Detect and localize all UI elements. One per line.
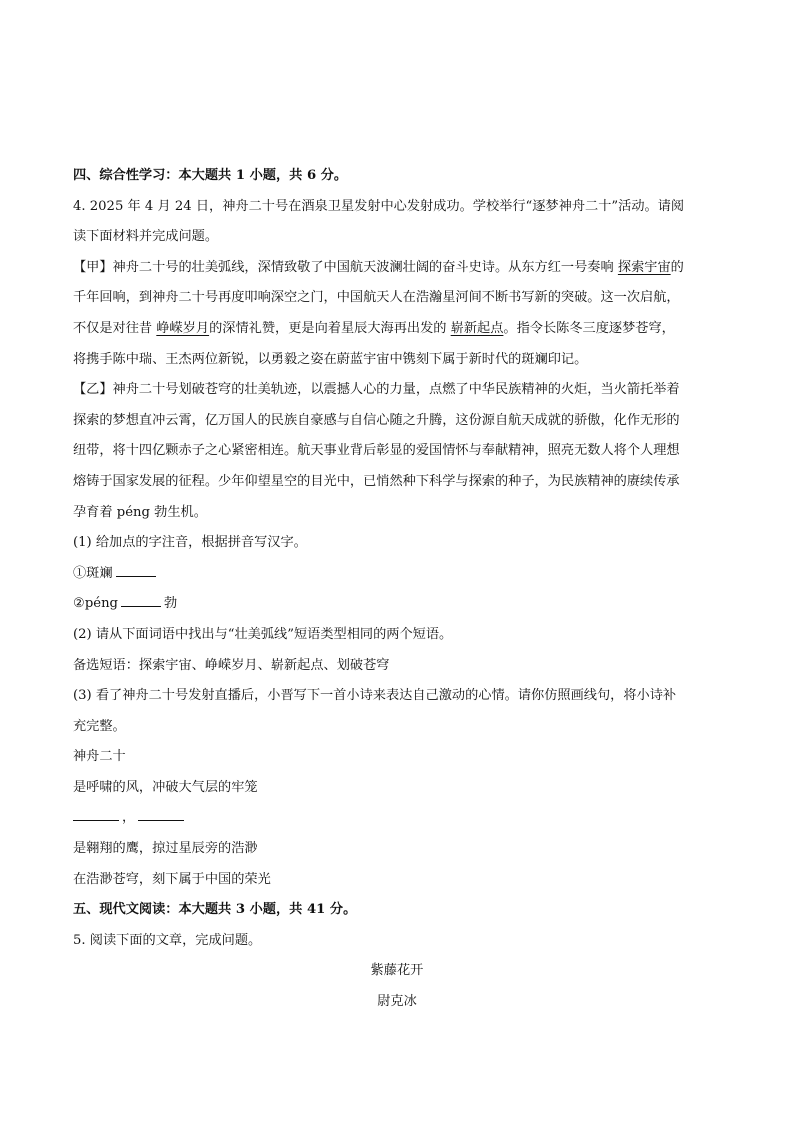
poem-line3: 是翱翔的鹰，掠过星辰旁的浩渺 — [73, 841, 258, 857]
poem-blank-2[interactable] — [138, 806, 184, 821]
section4-heading — [73, 161, 721, 192]
jia-line1-text-a: 【甲】神舟二十号的壮美弧线，深情致敬了中国航天波澜壮阔的奋斗史诗。从东方红一号奏响 — [73, 259, 618, 275]
q4-intro-line2: 读下面材料并完成问题。 — [73, 229, 219, 245]
jia-line1 — [73, 253, 721, 284]
yi-line3: 纽带，将十四亿颗赤子之心紧密相连。航天事业背后彰显的爱国情怀与奉献精神，照亮无数人将个人理想 — [73, 443, 680, 459]
section5-heading-detail: 本大题共 3 小题，共 41 分。 — [178, 902, 357, 918]
poem-line1: 是呼啸的风，冲破大气层的牢笼 — [73, 779, 258, 795]
sub1-item1-blank[interactable] — [116, 562, 156, 577]
poem-title: 神舟二十 — [73, 749, 126, 765]
poem-comma: ， — [122, 810, 136, 826]
sub1-item2 — [73, 589, 721, 620]
yi-line2: 探索的梦想直冲云霄，亿万国人的民族自豪感与自信心随之升腾，这份源自航天成就的骄傲，化作无形的 — [73, 412, 680, 428]
sub1-prompt: (1) 给加点的字注音，根据拼音写汉字。 — [73, 535, 307, 551]
section4-heading-prefix: 四、综合性学习： — [73, 168, 179, 183]
yi-line1: 【乙】神舟二十号划破苍穹的壮美轨迹，以震撼人心的力量，点燃了中华民族精神的火炬，当火箭托举着 — [73, 382, 680, 398]
jia-line2: 千年回响，到神舟二十号再度叩响深空之门，中国航天人在浩瀚星河间不断书写新的突破。这一次启航， — [73, 290, 680, 306]
sub2-options: 备选短语：探索宇宙、峥嵘岁月、崭新起点、划破苍穹 — [73, 657, 390, 673]
sub1-item1-label: ①斑斓 — [73, 565, 113, 581]
section4-heading-detail: 本大题共 1 小题，共 6 分。 — [178, 168, 348, 183]
yi-line5: 孕育着 péng 勃生机。 — [73, 504, 207, 520]
sub1-item1 — [73, 559, 721, 590]
jia-line3-text-b: 的深情礼赞，更是向着星辰大海再出发的 — [209, 320, 451, 336]
jia-line3-text-a: 不仅是对往昔 — [73, 320, 157, 336]
sub1-item2-suffix: 勃 — [164, 596, 178, 612]
q4-intro-line1: 4. 2025 年 4 月 24 日，神舟二十号在酒泉卫星发射中心发射成功。学校举行“逐梦神舟二十”活动。请阅 — [73, 198, 685, 214]
article-author: 尉克冰 — [377, 994, 417, 1010]
jia-underlined-phrase-3: 崭新起点 — [450, 320, 504, 336]
sub3-prompt-line1: (3) 看了神舟二十号发射直播后，小晋写下一首小诗来表达自己激动的心情。请你仿照画线句，将小诗补 — [73, 688, 677, 704]
jia-line1-text-b: 的 — [670, 259, 684, 275]
sub2-prompt: (2) 请从下面词语中找出与“壮美弧线”短语类型相同的两个短语。 — [73, 626, 453, 642]
sub1-item2-blank[interactable] — [121, 592, 161, 607]
q5-intro: 5. 阅读下面的文章，完成问题。 — [73, 932, 262, 948]
yi-line4: 熔铸于国家发展的征程。少年仰望星空的目光中，已悄然种下科学与探索的种子，为民族精神的赓续传承 — [73, 473, 680, 489]
poem-fill-line — [73, 803, 721, 834]
poem-line4: 在浩渺苍穹，刻下属于中国的荣光 — [73, 871, 271, 887]
document-content — [73, 161, 721, 1018]
sub3-prompt-line2: 充完整。 — [73, 718, 126, 734]
jia-line4: 将携手陈中瑞、王杰两位新锐，以勇毅之姿在蔚蓝宇宙中镌刻下属于新时代的斑斓印记。 — [73, 351, 588, 367]
jia-underlined-phrase-1: 探索宇宙 — [617, 259, 671, 275]
sub1-item2-label: ②péng — [73, 596, 119, 612]
article-title: 紫藤花开 — [370, 963, 424, 979]
jia-line3 — [73, 314, 721, 345]
section5-heading-prefix: 五、现代文阅读： — [73, 902, 179, 918]
jia-underlined-phrase-2: 峥嵘岁月 — [156, 320, 210, 336]
jia-line3-text-c: 。指令长陈冬三度逐梦苍穹， — [503, 320, 675, 336]
section5-heading — [73, 895, 721, 926]
poem-blank-1[interactable] — [73, 806, 119, 821]
